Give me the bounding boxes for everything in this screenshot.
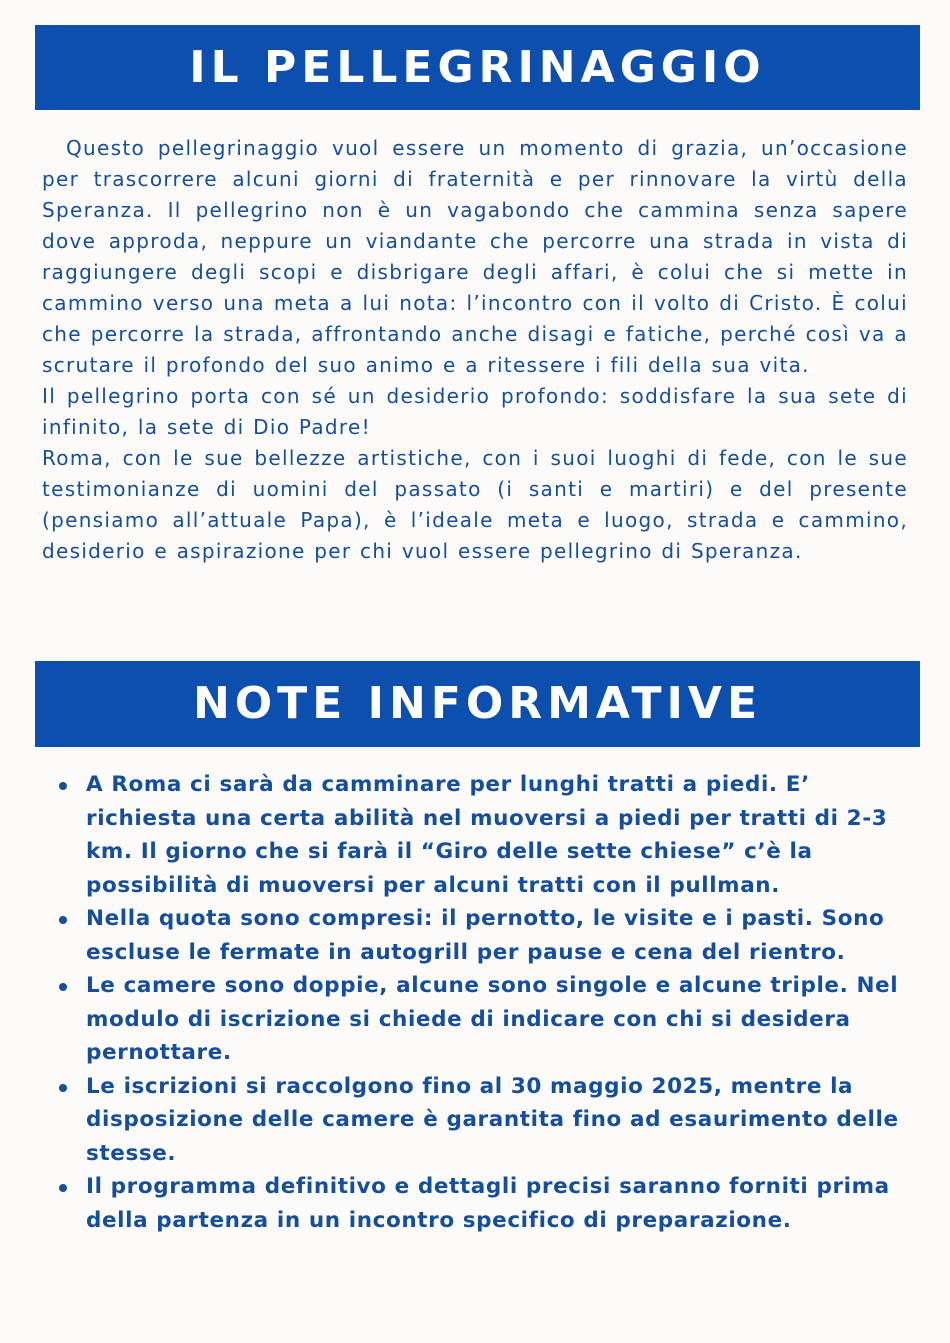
pilgrimage-body: [42, 133, 908, 567]
pilgrimage-paragraph: Roma, con le sue bellezze artistiche, con i suoi luoghi di fede, con le sue testimonianze di uomini del passato (i santi e martiri) e del presente (pensiamo all’attuale Papa), è l’ideale meta e luogo, strada e cammino, desiderio e aspirazione per chi vuol essere pellegrino di Speranza.: [42, 446, 908, 563]
note-text: Le iscrizioni si raccolgono fino al 30 maggio 2025, mentre la disposizione delle camere è garantita fino ad esaurimento delle stesse.: [86, 1073, 899, 1166]
bullet-icon: [59, 983, 67, 991]
bullet-icon: [59, 782, 67, 790]
notes-heading: NOTE INFORMATIVE: [35, 661, 920, 747]
note-item: [86, 902, 912, 969]
note-item: [86, 1070, 912, 1171]
bullet-icon: [59, 1084, 67, 1092]
note-text: Le camere sono doppie, alcune sono singole e alcune triple. Nel modulo di iscrizione si chiede di indicare con chi si desidera pernottare.: [86, 973, 899, 1065]
note-item: [86, 969, 912, 1070]
pilgrimage-paragraph: Il pellegrino porta con sé un desiderio profondo: soddisfare la sua sete di infinito, la sete di Dio Padre!: [42, 384, 908, 439]
notes-list: [52, 768, 912, 1237]
note-text: Nella quota sono compresi: il pernotto, le visite e i pasti. Sono escluse le fermate in autogrill per pause e cena del rientro.: [86, 906, 885, 965]
bullet-icon: [59, 916, 67, 924]
note-text: Il programma definitivo e dettagli precisi saranno forniti prima della partenza in un incontro specifico di preparazione.: [86, 1174, 890, 1233]
note-item: [86, 768, 912, 902]
pilgrimage-heading: IL PELLEGRINAGGIO: [35, 25, 920, 110]
note-item: [86, 1170, 912, 1237]
pilgrimage-paragraph: Questo pellegrinaggio vuol essere un momento di grazia, un’occasione per trascorrere alcuni giorni di fraternità e per rinnovare la virtù della Speranza. Il pellegrino non è un vagabondo che cammina senza sapere dove approda, neppure un viandante che percorre una strada in vista di raggiungere degli scopi e disbrigare degli affari, è colui che si mette in cammino verso una meta a lui nota: l’incontro con il volto di Cristo. È colui che percorre la strada, affrontando anche disagi e fatiche, perché così va a scrutare il profondo del suo animo e a ritessere i fili della sua vita.: [42, 136, 908, 377]
note-text: A Roma ci sarà da camminare per lunghi tratti a piedi. E’ richiesta una certa abilità nel muoversi a piedi per tratti di 2-3 km. Il giorno che si farà il “Giro delle sette chiese” c’è la possibilità di muoversi per alcuni tratti con il pullman.: [86, 772, 888, 898]
bullet-icon: [59, 1184, 67, 1192]
